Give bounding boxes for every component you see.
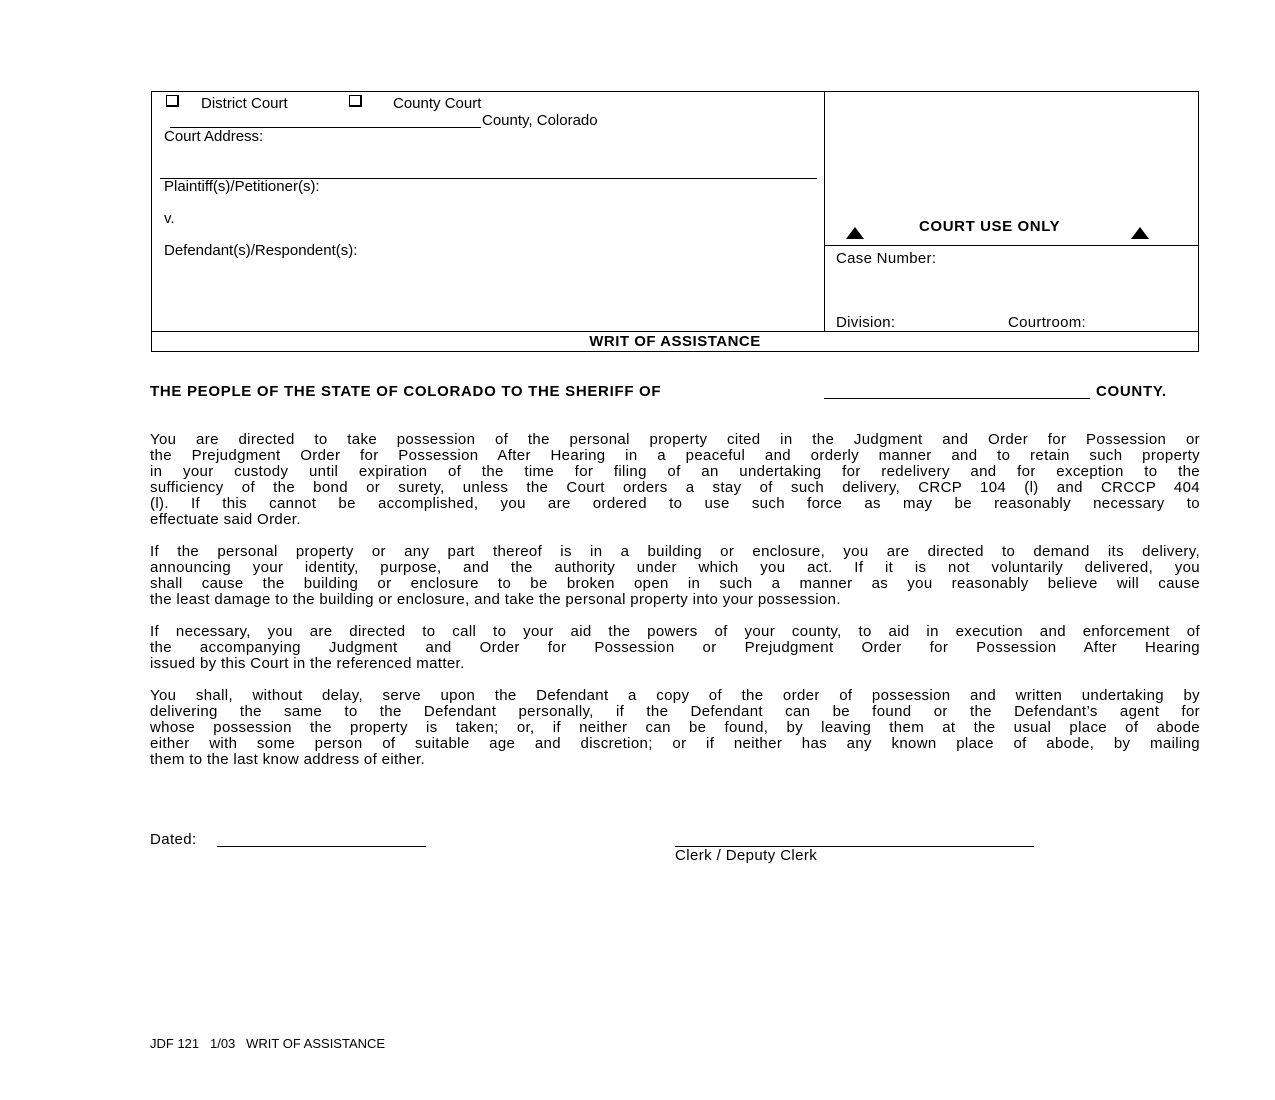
clerk-label: Clerk / Deputy Clerk: [675, 847, 818, 864]
county-colorado-label: County, Colorado: [482, 112, 598, 129]
paragraph-line: in your custody until expiration of the time for filing of an undertaking for redelivery and for exception to the: [150, 463, 1200, 480]
paragraph-4: [150, 688, 1200, 768]
footer-revision: 1/03: [209, 1036, 236, 1051]
court-address-label: Court Address:: [164, 128, 264, 145]
paragraph-2: [150, 544, 1200, 608]
form-footer: [150, 1037, 385, 1051]
caption-divider-court-use: [824, 245, 1199, 246]
paragraph-line: (l). If this cannot be accomplished, you are ordered to use such force as may be reasonably necessary to: [150, 495, 1200, 512]
paragraph-line: shall cause the building or enclosure to be broken open in such a manner as you reasonably believe will cause: [150, 575, 1200, 592]
footer-form-name: WRIT OF ASSISTANCE: [246, 1036, 386, 1051]
county-court-label: County Court: [393, 95, 482, 112]
caption-divider-title: [151, 331, 1199, 332]
up-arrow-icon: [846, 227, 864, 239]
up-arrow-icon: [1131, 227, 1149, 239]
paragraph-line: the Prejudgment Order for Possession After Hearing in a peaceful and orderly manner and to retain such property: [150, 447, 1200, 464]
plaintiff-label: Plaintiff(s)/Petitioner(s):: [164, 178, 320, 195]
county-court-checkbox[interactable]: [349, 95, 362, 107]
case-number-label: Case Number:: [836, 250, 937, 267]
paragraph-line: the least damage to the building or enclosure, and take the personal property into your possession.: [150, 591, 841, 608]
paragraph-line: You shall, without delay, serve upon the Defendant a copy of the order of possession and written undertaking by: [150, 687, 1200, 704]
paragraph-line: issued by this Court in the referenced matter.: [150, 655, 465, 672]
versus-label: v.: [164, 210, 175, 227]
form-title: WRIT OF ASSISTANCE: [589, 333, 761, 350]
caption-divider-vertical: [824, 91, 825, 332]
county-suffix: COUNTY.: [1096, 383, 1167, 400]
paragraph-line: You are directed to take possession of the personal property cited in the Judgment and Order for Possession or: [150, 431, 1200, 448]
paragraph-line: delivering the same to the Defendant personally, if the Defendant can be found or the Defendant’s agent for: [150, 703, 1200, 720]
paragraph-3: [150, 624, 1200, 672]
paragraph-line: the accompanying Judgment and Order for Possession or Prejudgment Order for Possession After Hearing: [150, 639, 1200, 656]
division-label: Division:: [836, 314, 896, 331]
district-court-label: District Court: [201, 95, 288, 112]
defendant-label: Defendant(s)/Respondent(s):: [164, 242, 358, 259]
dated-blank[interactable]: [217, 846, 426, 847]
paragraph-line: either with some person of suitable age and discretion; or if neither has any known place of abode, by mailing: [150, 735, 1200, 752]
people-heading: THE PEOPLE OF THE STATE OF COLORADO TO THE SHERIFF OF: [150, 383, 662, 400]
sheriff-county-blank[interactable]: [824, 398, 1090, 399]
paragraph-line: If necessary, you are directed to call to your aid the powers of your county, to aid in execution and enforcement of: [150, 623, 1200, 640]
paragraph-line: effectuate said Order.: [150, 511, 301, 528]
district-court-checkbox[interactable]: [166, 95, 179, 107]
paragraph-1: [150, 432, 1200, 528]
paragraph-line: If the personal property or any part thereof is in a building or enclosure, you are directed to demand its delivery,: [150, 543, 1200, 560]
paragraph-line: sufficiency of the bond or surety, unless the Court orders a stay of such delivery, CRCP 104 (l) and CRCCP 404: [150, 479, 1200, 496]
paragraph-line: announcing your identity, purpose, and the authority under which you act. If it is not voluntarily delivered, you: [150, 559, 1200, 576]
courtroom-label: Courtroom:: [1008, 314, 1087, 331]
paragraph-line: them to the last know address of either.: [150, 751, 425, 768]
court-use-only-label: COURT USE ONLY: [919, 218, 1061, 235]
dated-label: Dated:: [150, 831, 197, 848]
footer-form-id: JDF 121: [150, 1036, 200, 1051]
paragraph-line: whose possession the property is taken; or, if neither can be found, by leaving them at the usual place of abode: [150, 719, 1200, 736]
